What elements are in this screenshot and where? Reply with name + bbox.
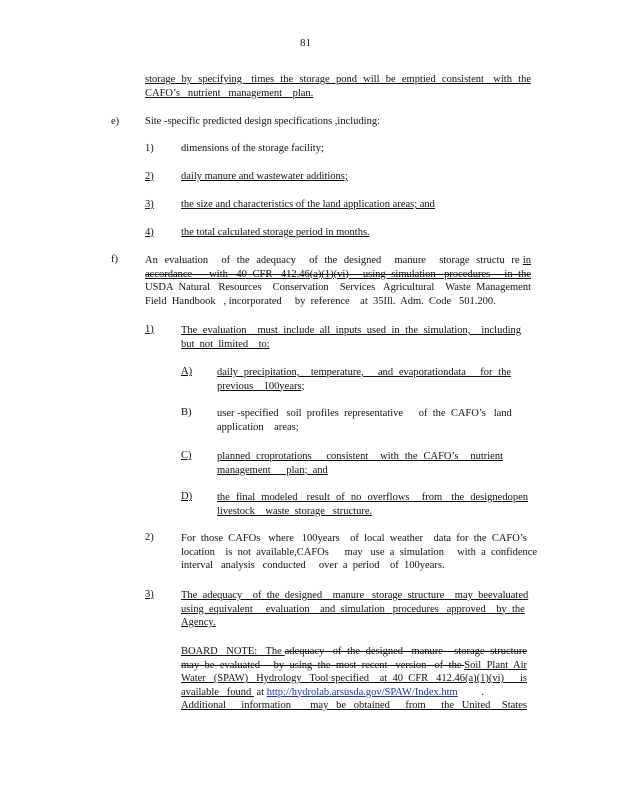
sub-c-label: C)	[181, 450, 192, 461]
f-line-1	[145, 254, 531, 268]
e-item-2-text: daily manure and wastewater additions;	[181, 171, 348, 182]
note-line-1	[181, 645, 527, 659]
f-line-4: Field Handbook , incorporated by reference at 35Ill. Adm. Code 501.200.	[145, 295, 496, 307]
note-line-4	[181, 687, 484, 698]
sub-c-text	[217, 450, 503, 477]
e-item-2-num: 2)	[145, 171, 154, 182]
f-item-3-num: 3)	[145, 589, 154, 600]
f-item-3-line-1: The adequacy of the designed manure storage structure may beevaluated	[181, 590, 529, 601]
sub-b-text	[217, 407, 511, 434]
sub-b-label: B)	[181, 407, 192, 418]
sub-b-line-1: user -specified soil profiles representative of the CAFO’s land	[217, 408, 512, 419]
f-line-1-inserted: in	[522, 255, 531, 266]
intro-paragraph	[145, 73, 531, 100]
f-item-1-line-1: The evaluation must include all inputs used in the simulation, including	[181, 325, 521, 336]
f-item-2-line-1: For those CAFOs where 100years of local weather data for the CAFO’s	[181, 533, 527, 544]
intro-line-2: CAFO’s nutrient management plan.	[145, 87, 314, 99]
item-e-label: e)	[111, 116, 120, 127]
item-e-text: Site -specific predicted design specifications ,including:	[145, 116, 381, 127]
f-line-2: accordance with 40 CFR 412.46(a)(1)(vi) using simulation procedures in the	[145, 268, 531, 280]
note-line-4-end: .	[457, 686, 484, 698]
e-item-4-num: 4)	[145, 227, 154, 238]
sub-a-line-1: daily precipitation, temperature, and evaporationdata for the	[217, 367, 511, 378]
note-line-2	[181, 659, 527, 673]
item-f-paragraph	[145, 254, 531, 308]
note-line-4-start: available found	[181, 686, 254, 698]
sub-d-line-1: the final modeled result of no overflows from the designedopen	[217, 492, 528, 503]
sub-c-line-2: management plan; and	[217, 464, 328, 476]
f-item-3-line-3: Agency.	[181, 617, 216, 628]
sub-d-text	[217, 491, 528, 518]
note-line-4-at: at	[253, 686, 267, 698]
note-line-1-deleted: adequacy of the designed manure storage structure	[284, 646, 527, 657]
f-item-2-line-3: interval analysis conducted over a period of 100years.	[181, 560, 445, 571]
note-line-2-inserted: Soil Plant Air	[464, 659, 527, 671]
board-note	[181, 645, 527, 713]
sub-a-label: A)	[181, 366, 193, 377]
sub-d-label: D)	[181, 491, 193, 502]
note-line-3-cite: specified at 40 CFR 412.46(a)(1)(vi)	[331, 673, 505, 684]
f-item-3-text	[181, 589, 529, 630]
e-item-1-num: 1)	[145, 143, 154, 154]
f-item-1-num: 1)	[145, 324, 154, 335]
note-line-2-deleted: may be evaluated by using the most recent version of the	[181, 659, 465, 671]
page-number: 81	[300, 37, 311, 49]
e-item-1-text: dimensions of the storage facility;	[181, 143, 324, 154]
spaw-link[interactable]: http://hydrolab.arsusda.gov/SPAW/Index.htm	[266, 686, 458, 698]
sub-a-text	[217, 366, 511, 393]
f-item-2-line-2: location is not available,CAFOs may use a simulation with a confidence	[181, 546, 538, 558]
sub-c-line-1: planned croprotations consistent with the CAFO’s nutrient	[217, 451, 503, 462]
f-item-2-num: 2)	[145, 532, 154, 543]
e-item-3-num: 3)	[145, 199, 154, 210]
item-f-label: f)	[111, 254, 118, 265]
note-line-3	[181, 672, 527, 686]
note-line-3-start: Water (SPAW) Hydrology Tool	[181, 673, 332, 684]
f-item-2-text	[181, 532, 538, 573]
f-item-1-text	[181, 324, 521, 351]
f-item-3-line-2: using equivalent evaluation and simulation procedures approved by the	[181, 603, 525, 615]
f-item-1-line-2: but not limited to:	[181, 338, 270, 350]
e-item-3-text: the size and characteristics of the land application areas; and	[181, 199, 435, 210]
sub-b-line-2: application areas;	[217, 421, 299, 433]
e-item-4-text: the total calculated storage period in months.	[181, 227, 370, 238]
note-line-3-end: is	[504, 673, 527, 684]
note-line-5: Additional information may be obtained from the United States	[181, 700, 527, 711]
sub-d-line-2: livestock waste storage structure.	[217, 505, 373, 517]
note-line-1-start: BOARD NOTE: The	[181, 646, 285, 657]
f-line-3: USDA Natural Resources Conservation Services Agricultural Waste Management	[145, 282, 531, 293]
intro-line-1: storage by specifying times the storage pond will be emptied consistent with the	[145, 74, 531, 85]
f-line-1-text: An evaluation of the adequacy of the designed manure storage structu re	[145, 255, 523, 266]
sub-a-line-2: previous 100years;	[217, 380, 305, 392]
